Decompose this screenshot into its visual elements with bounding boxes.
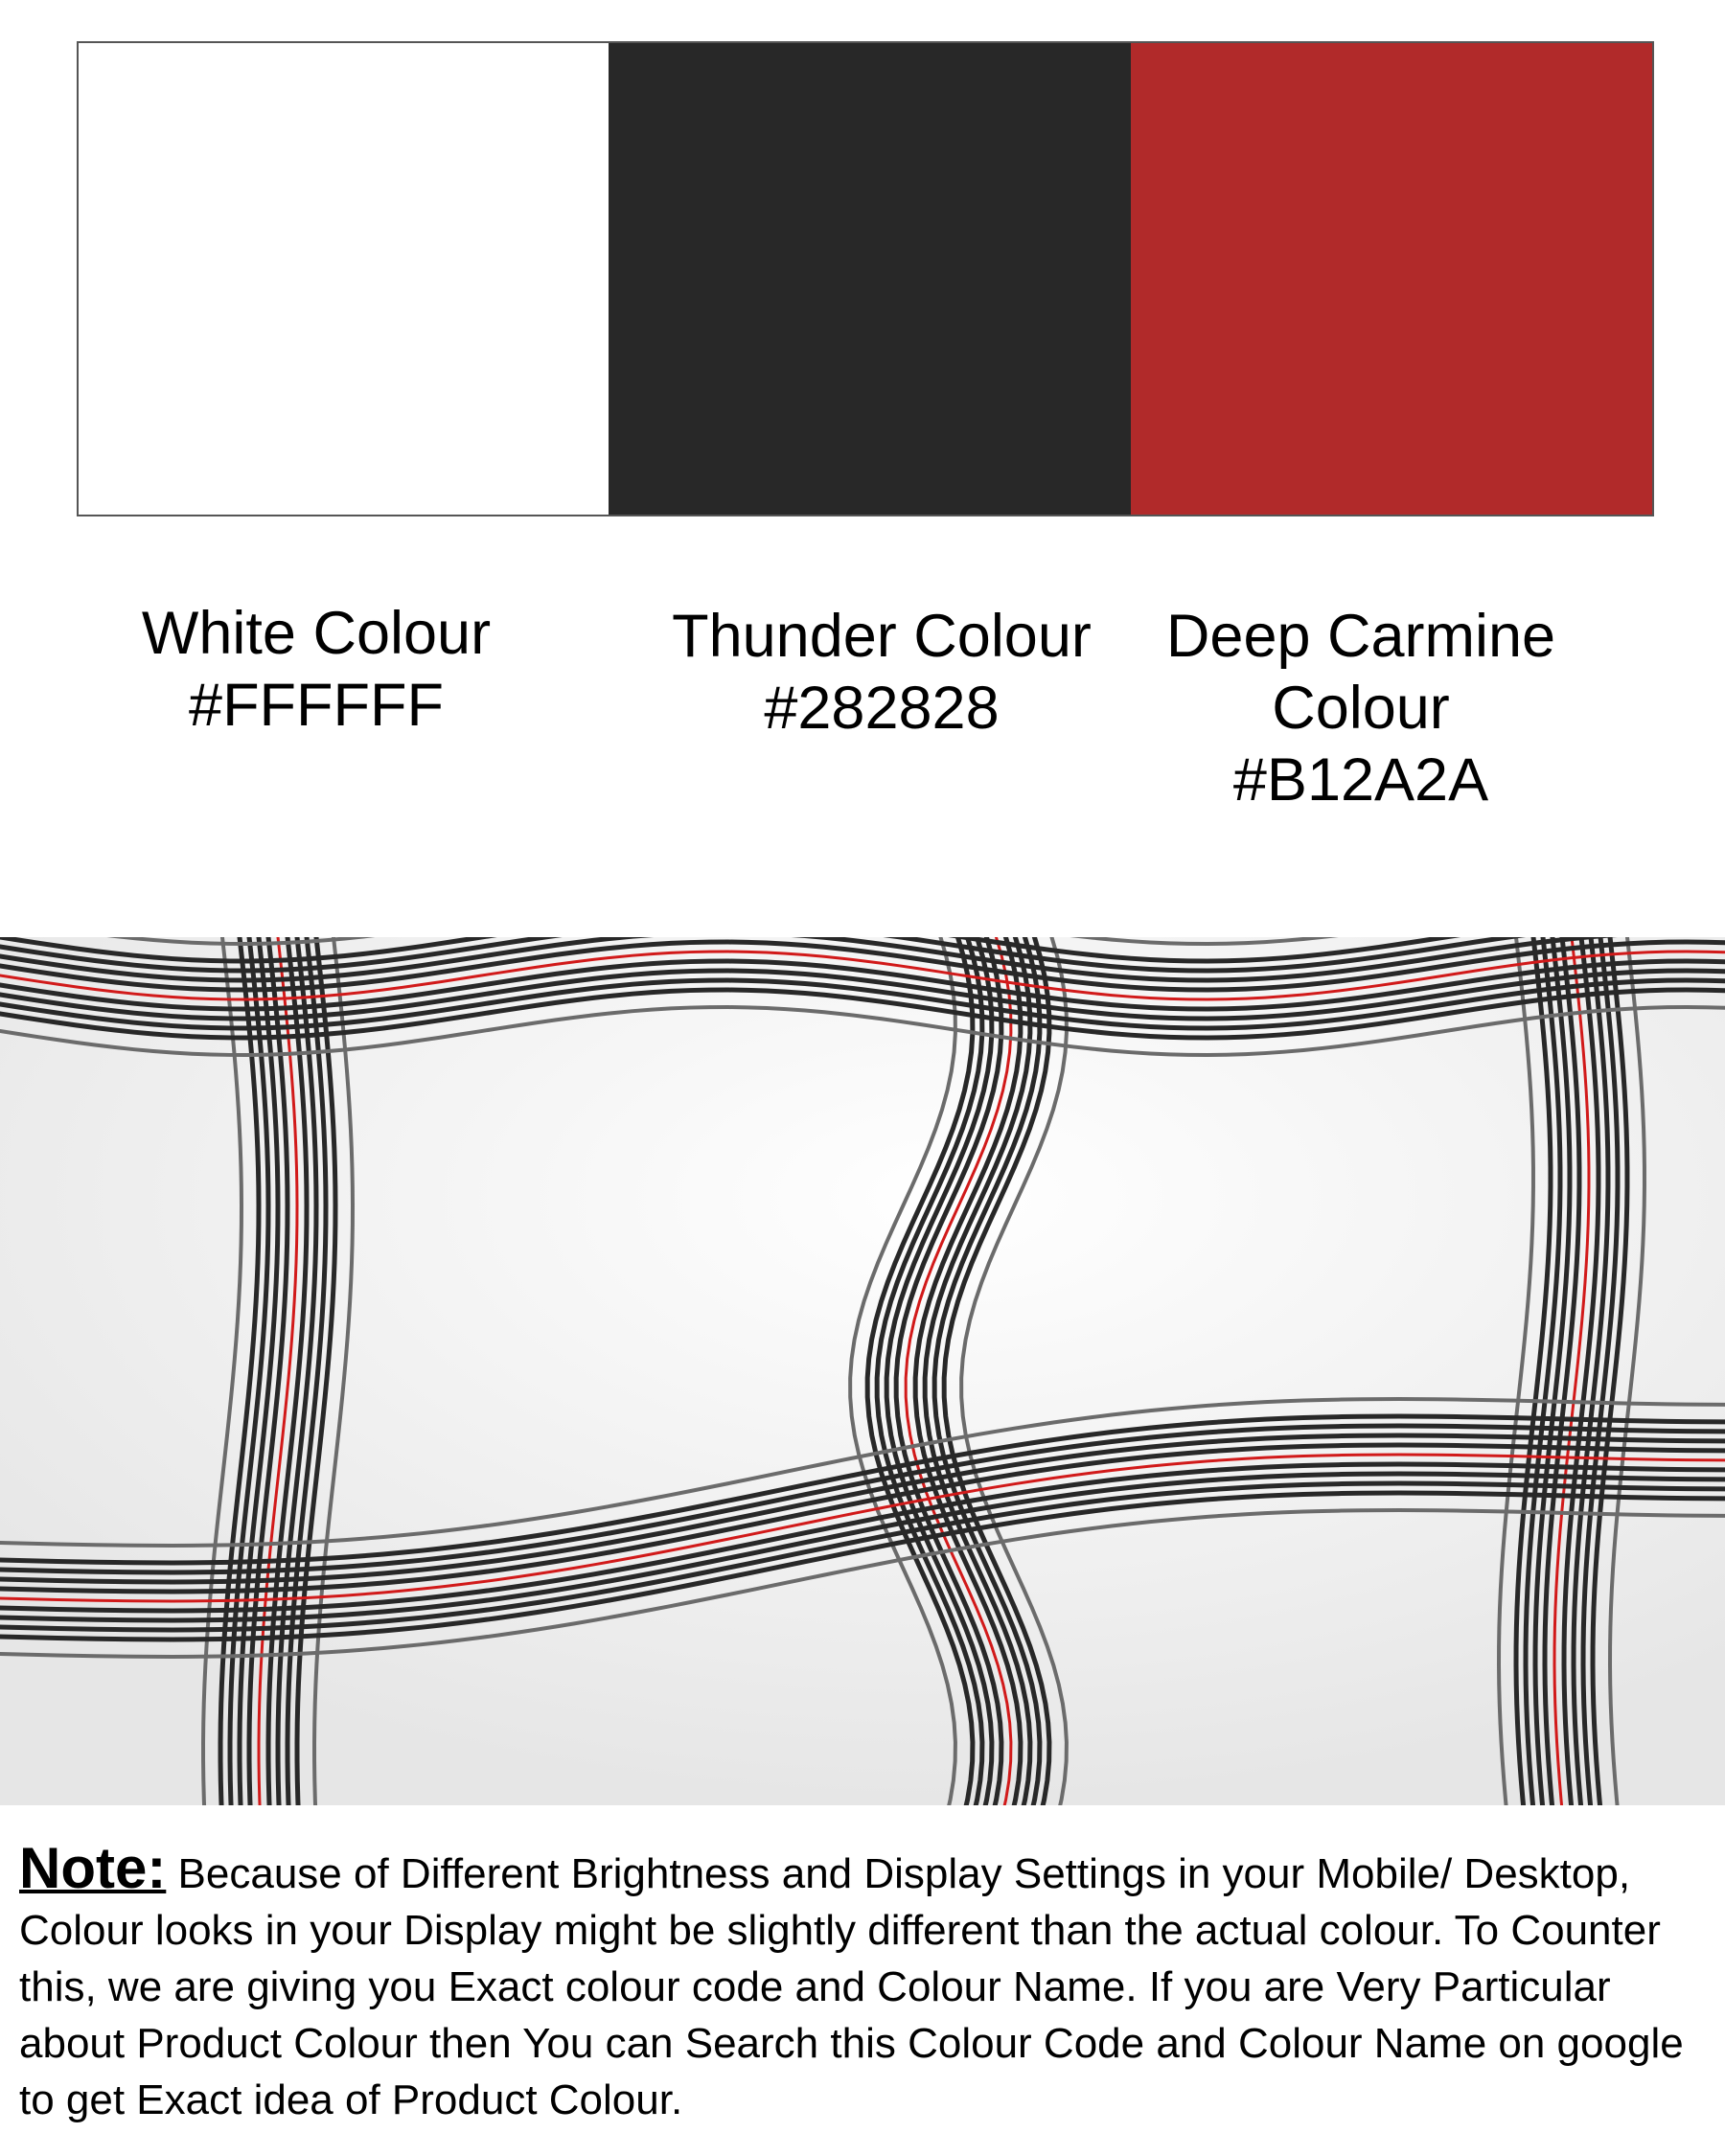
fabric-photo: [0, 937, 1725, 1805]
swatch-hex: #282828: [764, 675, 1000, 742]
note-label: Note:: [19, 1836, 167, 1900]
swatch-label-thunder: [652, 601, 1112, 745]
swatch-thunder: [609, 43, 1131, 515]
note-text: Because of Different Brightness and Display Settings in your Mobile/ Desktop, Colour looks in your Display might be slightly different than the actual colour. To Counter this, we are giving you Exact colour code and Colour Name. If you are Very Particular about Product Colour then You can Search this Colour Code and Colour Name on google to get Exact idea of Product Colour.: [19, 1850, 1684, 2123]
colour-swatch-strip: [77, 41, 1654, 516]
fabric-check-pattern: [0, 937, 1725, 1805]
swatch-name: Thunder Colour: [672, 603, 1092, 670]
swatch-hex: #FFFFFF: [189, 672, 444, 739]
swatch-hex: #B12A2A: [1232, 746, 1489, 814]
swatch-name-line2: Colour: [1272, 675, 1450, 742]
swatch-label-deep-carmine: [1160, 601, 1562, 816]
swatch-deep-carmine: [1131, 43, 1652, 515]
note-paragraph: [19, 1836, 1715, 2128]
swatch-label-white: [125, 598, 508, 742]
swatch-name: White Colour: [141, 600, 492, 667]
swatch-name: Deep Carmine: [1165, 603, 1556, 670]
swatch-white: [79, 43, 609, 515]
